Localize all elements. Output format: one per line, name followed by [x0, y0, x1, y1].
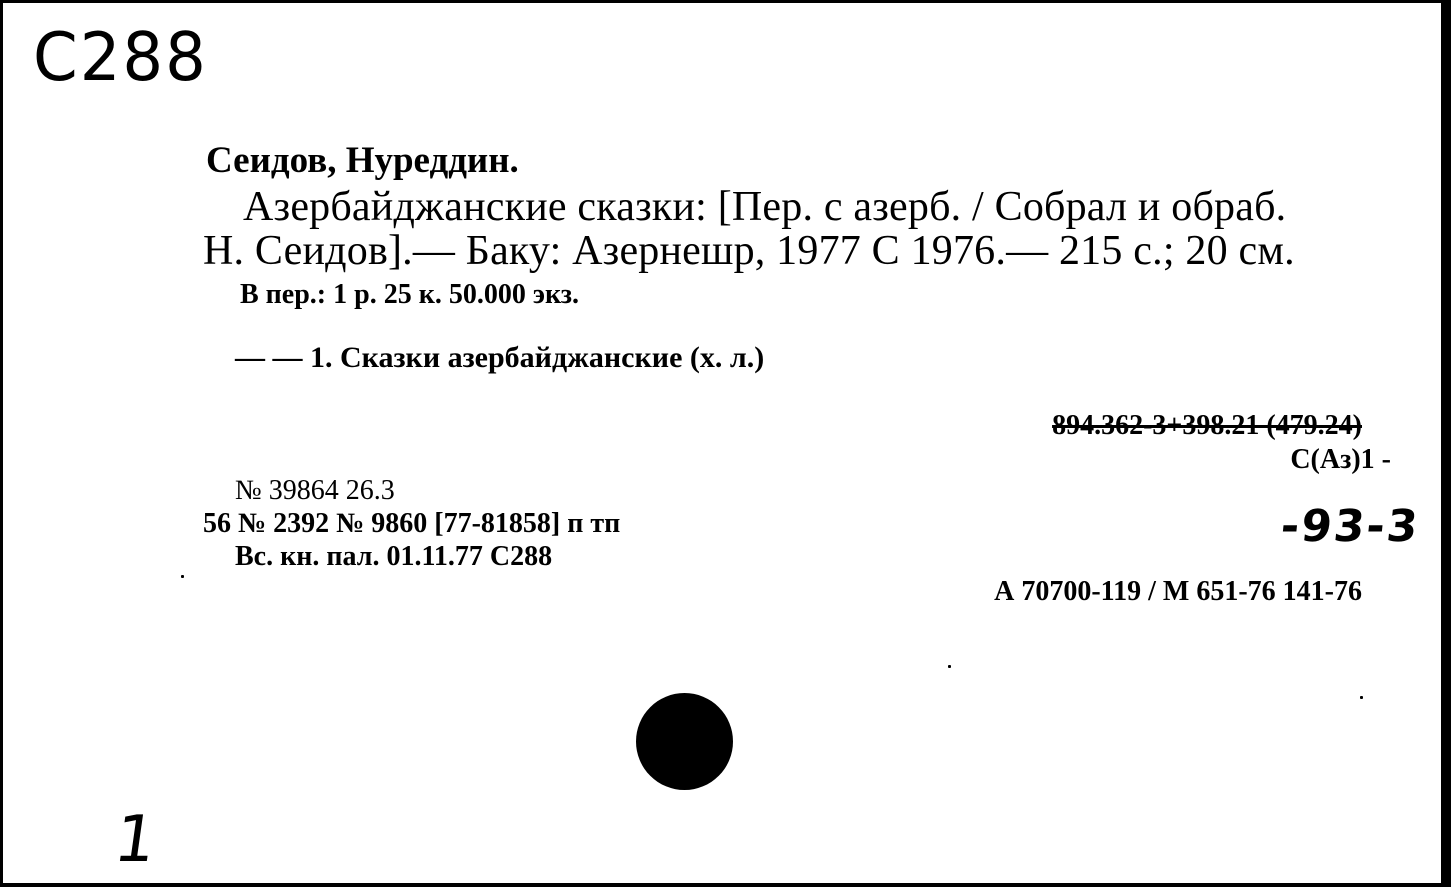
call-number-handwritten: C288 [33, 19, 208, 97]
punch-hole [636, 693, 733, 790]
subject-heading: — — 1. Сказки азербайджанские (х. л.) [235, 341, 765, 374]
ink-speck [1360, 696, 1363, 699]
publisher-index: А 70700-119 / М 651-76 141-76 [994, 576, 1362, 607]
registration-line-3: Вс. кн. пал. 01.11.77 С288 [235, 541, 553, 572]
classification-crossed-out: 894.362-3+398.21 (479.24) [1052, 410, 1362, 441]
author-name: Сеидов, Нуреддин. [206, 140, 519, 181]
page-number-handwritten: 1 [109, 803, 161, 877]
registration-line-1: № 39864 26.3 [235, 475, 395, 506]
price-line: В пер.: 1 р. 25 к. 50.000 экз. [240, 279, 579, 310]
registration-line-2: 56 № 2392 № 9860 [77-81858] п тп [203, 508, 621, 539]
ink-speck [181, 575, 184, 578]
classification-index [1052, 410, 1362, 442]
title-line-2: Н. Сеидов].— Баку: Азернешр, 1977 С 1976.— 215 с.; 20 см. [203, 228, 1295, 274]
title-line-1: Азербайджанские сказки: [Пер. с азерб. / Собрал и обраб. [243, 184, 1287, 230]
classification-notation: С(Аз)1 - [1290, 444, 1391, 475]
shelf-mark-handwritten: -93-3 [1277, 501, 1422, 552]
ink-speck [948, 665, 951, 668]
